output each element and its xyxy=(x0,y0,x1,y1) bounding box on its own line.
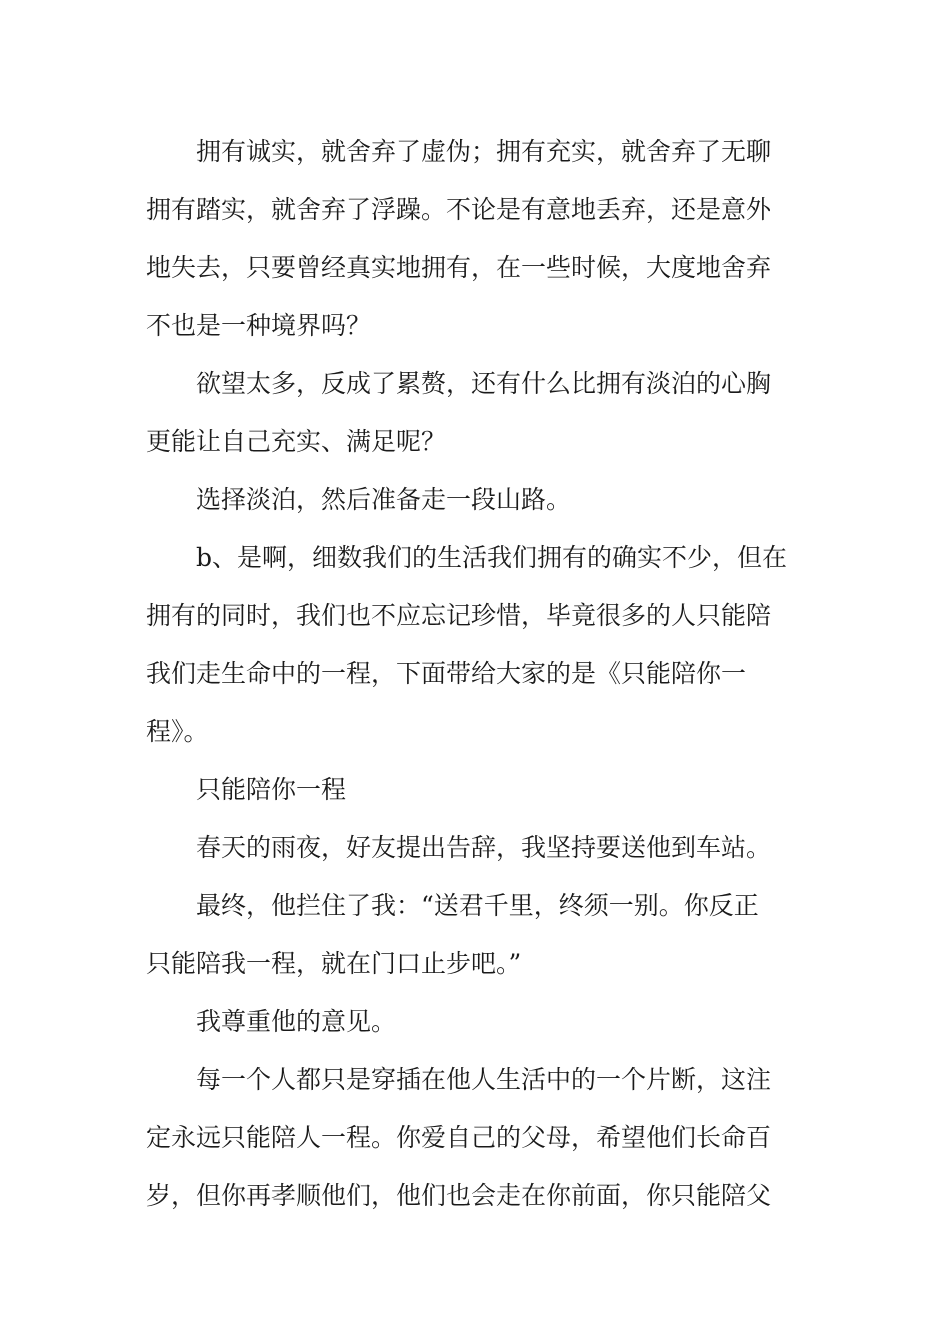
text-line: 我们走生命中的一程，下面带给大家的是《只能陪你一 xyxy=(146,659,747,688)
body-text xyxy=(146,128,808,1230)
text-line: 岁，但你再孝顺他们，他们也会走在你前面，你只能陪父 xyxy=(146,1181,772,1210)
paragraph-5 xyxy=(146,824,808,882)
paragraph-2 xyxy=(146,360,808,476)
paragraph-7 xyxy=(146,998,808,1056)
text-line: 拥有诚实，就舍弃了虚伪；拥有充实，就舍弃了无聊 xyxy=(196,137,772,166)
paragraph-6 xyxy=(146,882,808,998)
text-line: 我尊重他的意见。 xyxy=(196,1007,397,1036)
text-line: 选择淡泊，然后准备走一段山路。 xyxy=(196,485,572,514)
text-line: 每一个人都只是穿插在他人生活中的一个片断，这注 xyxy=(196,1065,772,1094)
text-line: 拥有的同时，我们也不应忘记珍惜，毕竟很多的人只能陪 xyxy=(146,601,772,630)
text-line: 不也是一种境界吗？ xyxy=(146,311,372,340)
paragraph-8 xyxy=(146,1056,808,1230)
paragraph-4 xyxy=(146,534,808,766)
text-line: 欲望太多，反成了累赘，还有什么比拥有淡泊的心胸 xyxy=(196,369,772,398)
paragraph-3 xyxy=(146,476,808,534)
text-line: 只能陪我一程，就在门口止步吧。” xyxy=(146,949,522,978)
paragraph-1 xyxy=(146,128,808,360)
text-line: 地失去，只要曾经真实地拥有，在一些时候，大度地舍弃 xyxy=(146,253,772,282)
text-line: 春天的雨夜，好友提出告辞，我坚持要送他到车站。 xyxy=(196,833,772,862)
section-title xyxy=(146,766,808,824)
text-line: 只能陪你一程 xyxy=(196,775,347,804)
text-line: 更能让自己充实、满足呢？ xyxy=(146,427,447,456)
text-line: 拥有踏实，就舍弃了浮躁。不论是有意地丢弃，还是意外 xyxy=(146,195,772,224)
text-line: 程》。 xyxy=(146,717,209,746)
text-line: 定永远只能陪人一程。你爱自己的父母，希望他们长命百 xyxy=(146,1123,772,1152)
text-line: b、是啊，细数我们的生活我们拥有的确实不少，但在 xyxy=(196,543,788,572)
text-line: 最终，他拦住了我：“送君千里，终须一别。你反正 xyxy=(196,891,759,920)
